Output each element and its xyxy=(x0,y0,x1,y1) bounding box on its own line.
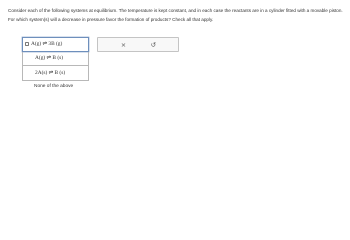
option-2a-b-solid-label: 2A(s) ⇌ B (s) xyxy=(35,69,66,76)
question-prompt: For which system(s) will a decrease in pressure favor the formation of products? Check all that apply. xyxy=(8,17,214,23)
option-a-3b-gas[interactable] xyxy=(22,37,89,52)
close-icon: × xyxy=(120,40,127,49)
answer-options xyxy=(22,37,89,93)
undo-icon: ↺ xyxy=(150,40,157,49)
option-none[interactable] xyxy=(22,81,89,93)
option-a-b-solid-label: A(g) ⇌ B (s) xyxy=(35,55,64,62)
option-a-3b-gas-checkbox[interactable] xyxy=(25,42,29,46)
option-2a-b-solid[interactable] xyxy=(22,66,89,81)
question-intro: Consider each of the following systems at equilibrium. The temperature is kept constant, and in each case the reactants are in a cylinder fitted with a movable piston. xyxy=(8,8,343,13)
option-a-3b-gas-label: A(g) ⇌ 3B (g) xyxy=(30,41,63,48)
option-none-label: None of the above xyxy=(34,84,74,89)
undo-button[interactable] xyxy=(150,41,158,49)
option-a-b-solid[interactable] xyxy=(22,52,89,67)
question-text xyxy=(8,8,344,27)
clear-button[interactable] xyxy=(120,41,128,49)
answer-toolbar xyxy=(97,37,179,53)
